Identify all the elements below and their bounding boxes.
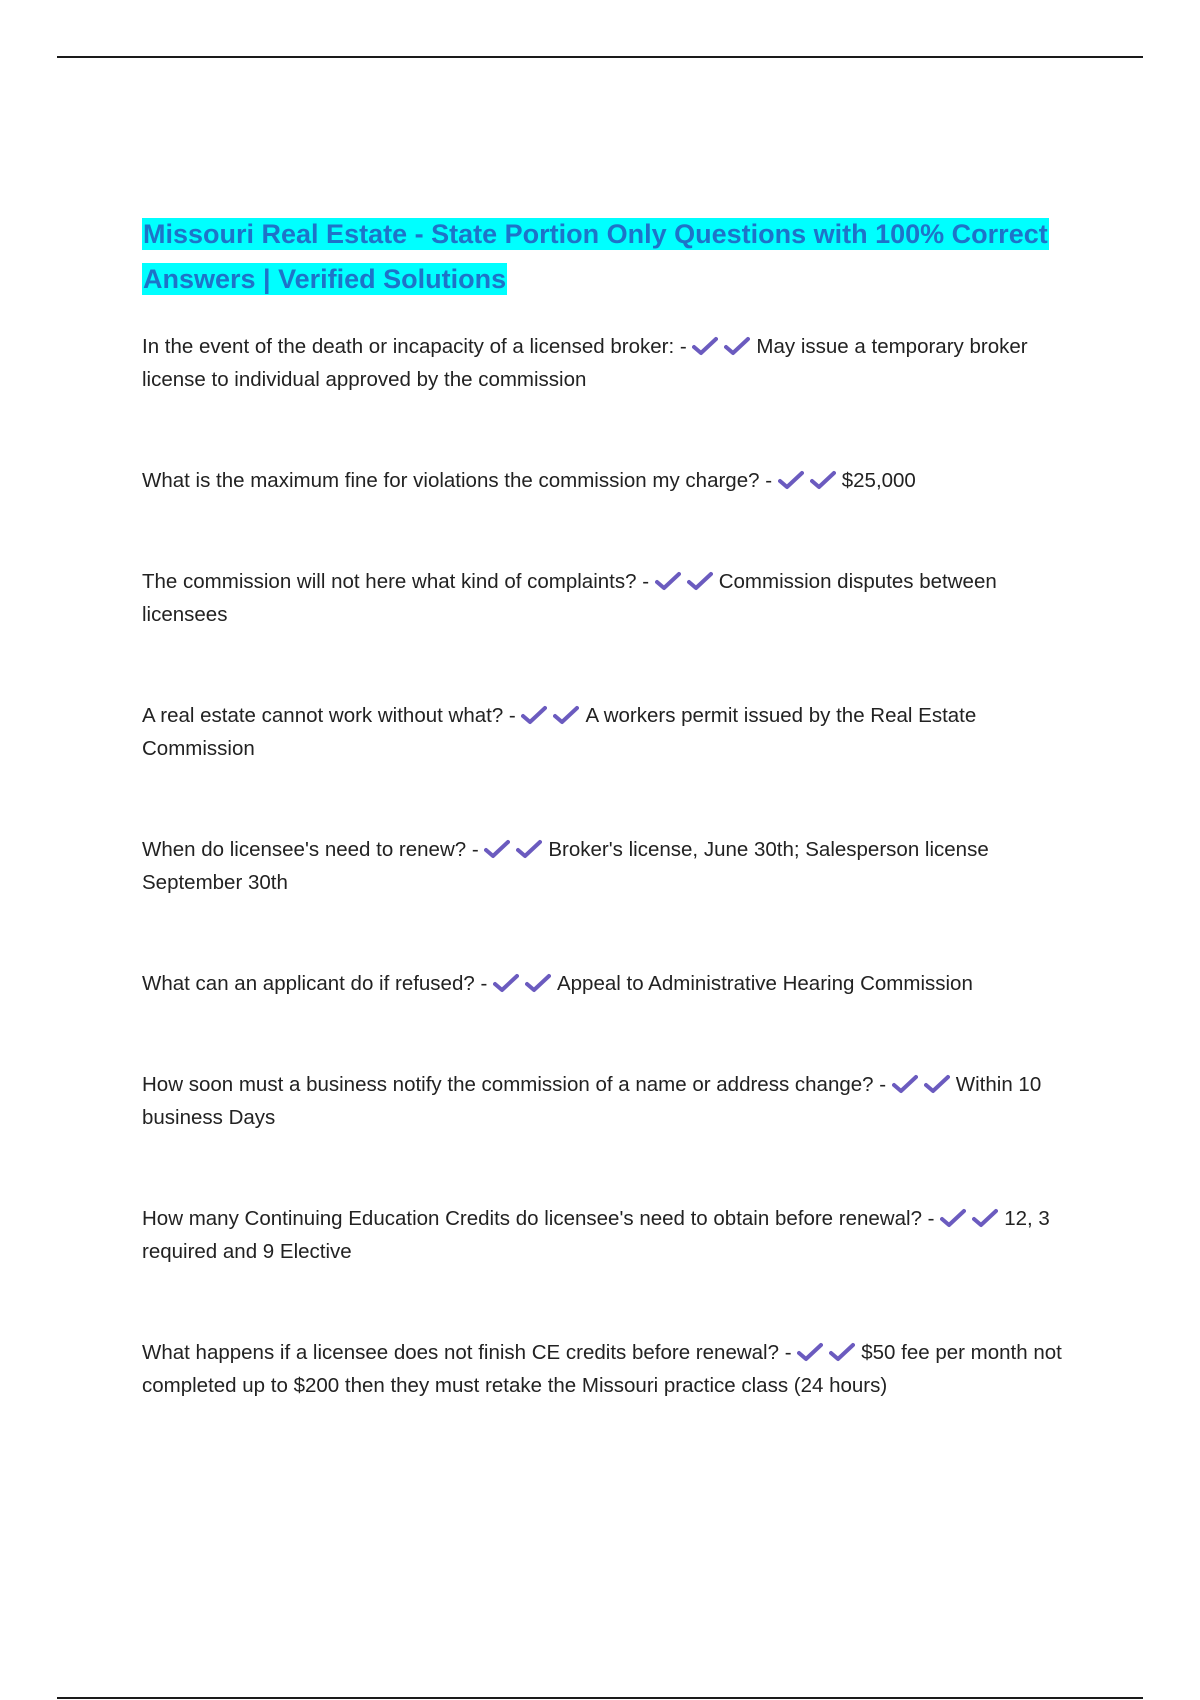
qa-item <box>142 565 1062 631</box>
check-icon <box>687 571 713 591</box>
double-check-icon <box>484 838 548 861</box>
answer-text: A workers permit issued by the Real Estate Commission <box>142 704 977 760</box>
question-separator: - <box>779 1341 798 1364</box>
qa-item <box>142 1336 1062 1402</box>
question-text: When do licensee's need to renew? <box>142 838 467 861</box>
question-separator: - <box>921 1207 941 1230</box>
document-body <box>142 212 1062 1402</box>
check-icon <box>972 1208 998 1228</box>
answer-text: May issue a temporary broker license to individual approved by the commission <box>142 335 1028 391</box>
question-text: How many Continuing Education Credits do licensee's need to obtain before renewal? <box>142 1207 922 1230</box>
check-icon <box>829 1342 855 1362</box>
question-separator: - <box>466 838 485 861</box>
check-icon <box>553 705 579 725</box>
check-icon <box>810 470 836 490</box>
check-icon <box>778 470 804 490</box>
qa-item <box>142 967 1062 1000</box>
answer-text: Within 10 business Days <box>142 1073 1042 1129</box>
title-highlight: Missouri Real Estate - State Portion Only Questions with 100% Correct Answers | Verified Solutions <box>143 219 1048 294</box>
question-text: What can an applicant do if refused? <box>142 972 475 995</box>
check-icon <box>892 1074 918 1094</box>
question-text: The commission will not here what kind of complaints? <box>142 570 637 593</box>
answer-text: 12, 3 required and 9 Elective <box>142 1207 1050 1263</box>
answer-text: Appeal to Administrative Hearing Commission <box>556 972 973 995</box>
check-icon <box>724 336 750 356</box>
qa-item <box>142 1068 1062 1134</box>
answer-text: Commission disputes between licensees <box>142 570 997 626</box>
answer-text: Broker's license, June 30th; Salesperson license September 30th <box>142 838 989 894</box>
check-icon <box>797 1342 823 1362</box>
top-rule <box>57 56 1143 58</box>
qa-item <box>142 330 1062 396</box>
question-text: What happens if a licensee does not finish CE credits before renewal? <box>142 1341 780 1364</box>
double-check-icon <box>892 1073 956 1096</box>
check-icon <box>924 1074 950 1094</box>
question-separator: - <box>636 570 655 593</box>
qa-item <box>142 1202 1062 1268</box>
qa-item <box>142 464 1062 497</box>
question-text: A real estate cannot work without what? <box>142 704 504 727</box>
double-check-icon <box>521 704 585 727</box>
answer-text: $50 fee per month not completed up to $200 then they must retake the Missouri practice class (24 hours) <box>142 1341 1062 1397</box>
check-icon <box>525 973 551 993</box>
question-text: How soon must a business notify the commission of a name or address change? <box>142 1073 874 1096</box>
check-icon <box>692 336 718 356</box>
double-check-icon <box>940 1207 1004 1230</box>
check-icon <box>521 705 547 725</box>
check-icon <box>516 839 542 859</box>
double-check-icon <box>778 469 842 492</box>
qa-item <box>142 833 1062 899</box>
question-separator: - <box>759 469 778 492</box>
question-separator: - <box>474 972 493 995</box>
double-check-icon <box>655 570 719 593</box>
check-icon <box>940 1208 966 1228</box>
qa-list <box>142 330 1062 1402</box>
double-check-icon <box>493 972 557 995</box>
question-text: In the event of the death or incapacity of a licensed broker: <box>142 335 675 358</box>
qa-item <box>142 699 1062 765</box>
check-icon <box>484 839 510 859</box>
question-separator: - <box>873 1073 892 1096</box>
answer-text: $25,000 <box>841 469 916 492</box>
question-text: What is the maximum fine for violations the commission my charge? <box>142 469 760 492</box>
double-check-icon <box>797 1341 861 1364</box>
question-separator: - <box>674 335 693 358</box>
check-icon <box>655 571 681 591</box>
double-check-icon <box>692 335 756 358</box>
document-title <box>142 212 1062 302</box>
bottom-rule <box>57 1697 1143 1699</box>
check-icon <box>493 973 519 993</box>
question-separator: - <box>503 704 522 727</box>
